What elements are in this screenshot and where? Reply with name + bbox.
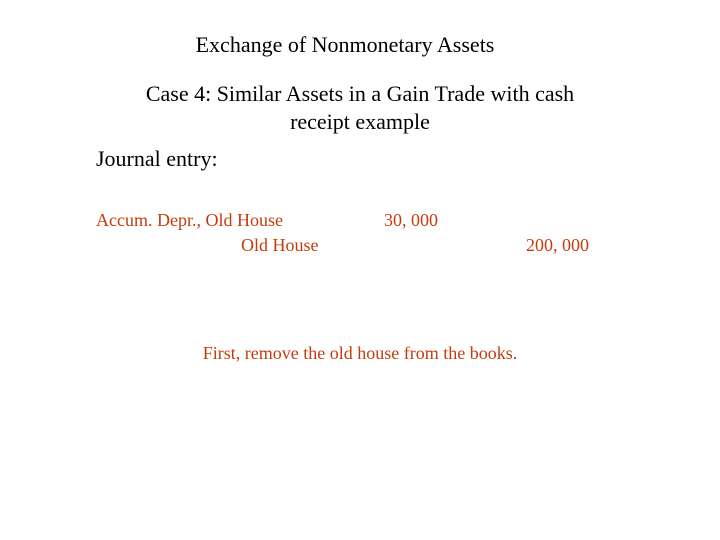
journal-row-2-credit: 200, 000 xyxy=(526,235,589,255)
case-subtitle-line-1: Case 4: Similar Assets in a Gain Trade with cash xyxy=(145,81,575,106)
journal-row-1-account: Accum. Depr., Old House xyxy=(96,210,283,230)
journal-entry-label: Journal entry: xyxy=(96,146,218,171)
explanation-note: First, remove the old house from the books. xyxy=(202,343,518,363)
journal-row-1-debit: 30, 000 xyxy=(384,210,438,230)
slide-title: Exchange of Nonmonetary Assets xyxy=(195,32,495,57)
journal-row-2-account: Old House xyxy=(241,235,319,255)
case-subtitle-line-2: receipt example xyxy=(290,109,430,134)
